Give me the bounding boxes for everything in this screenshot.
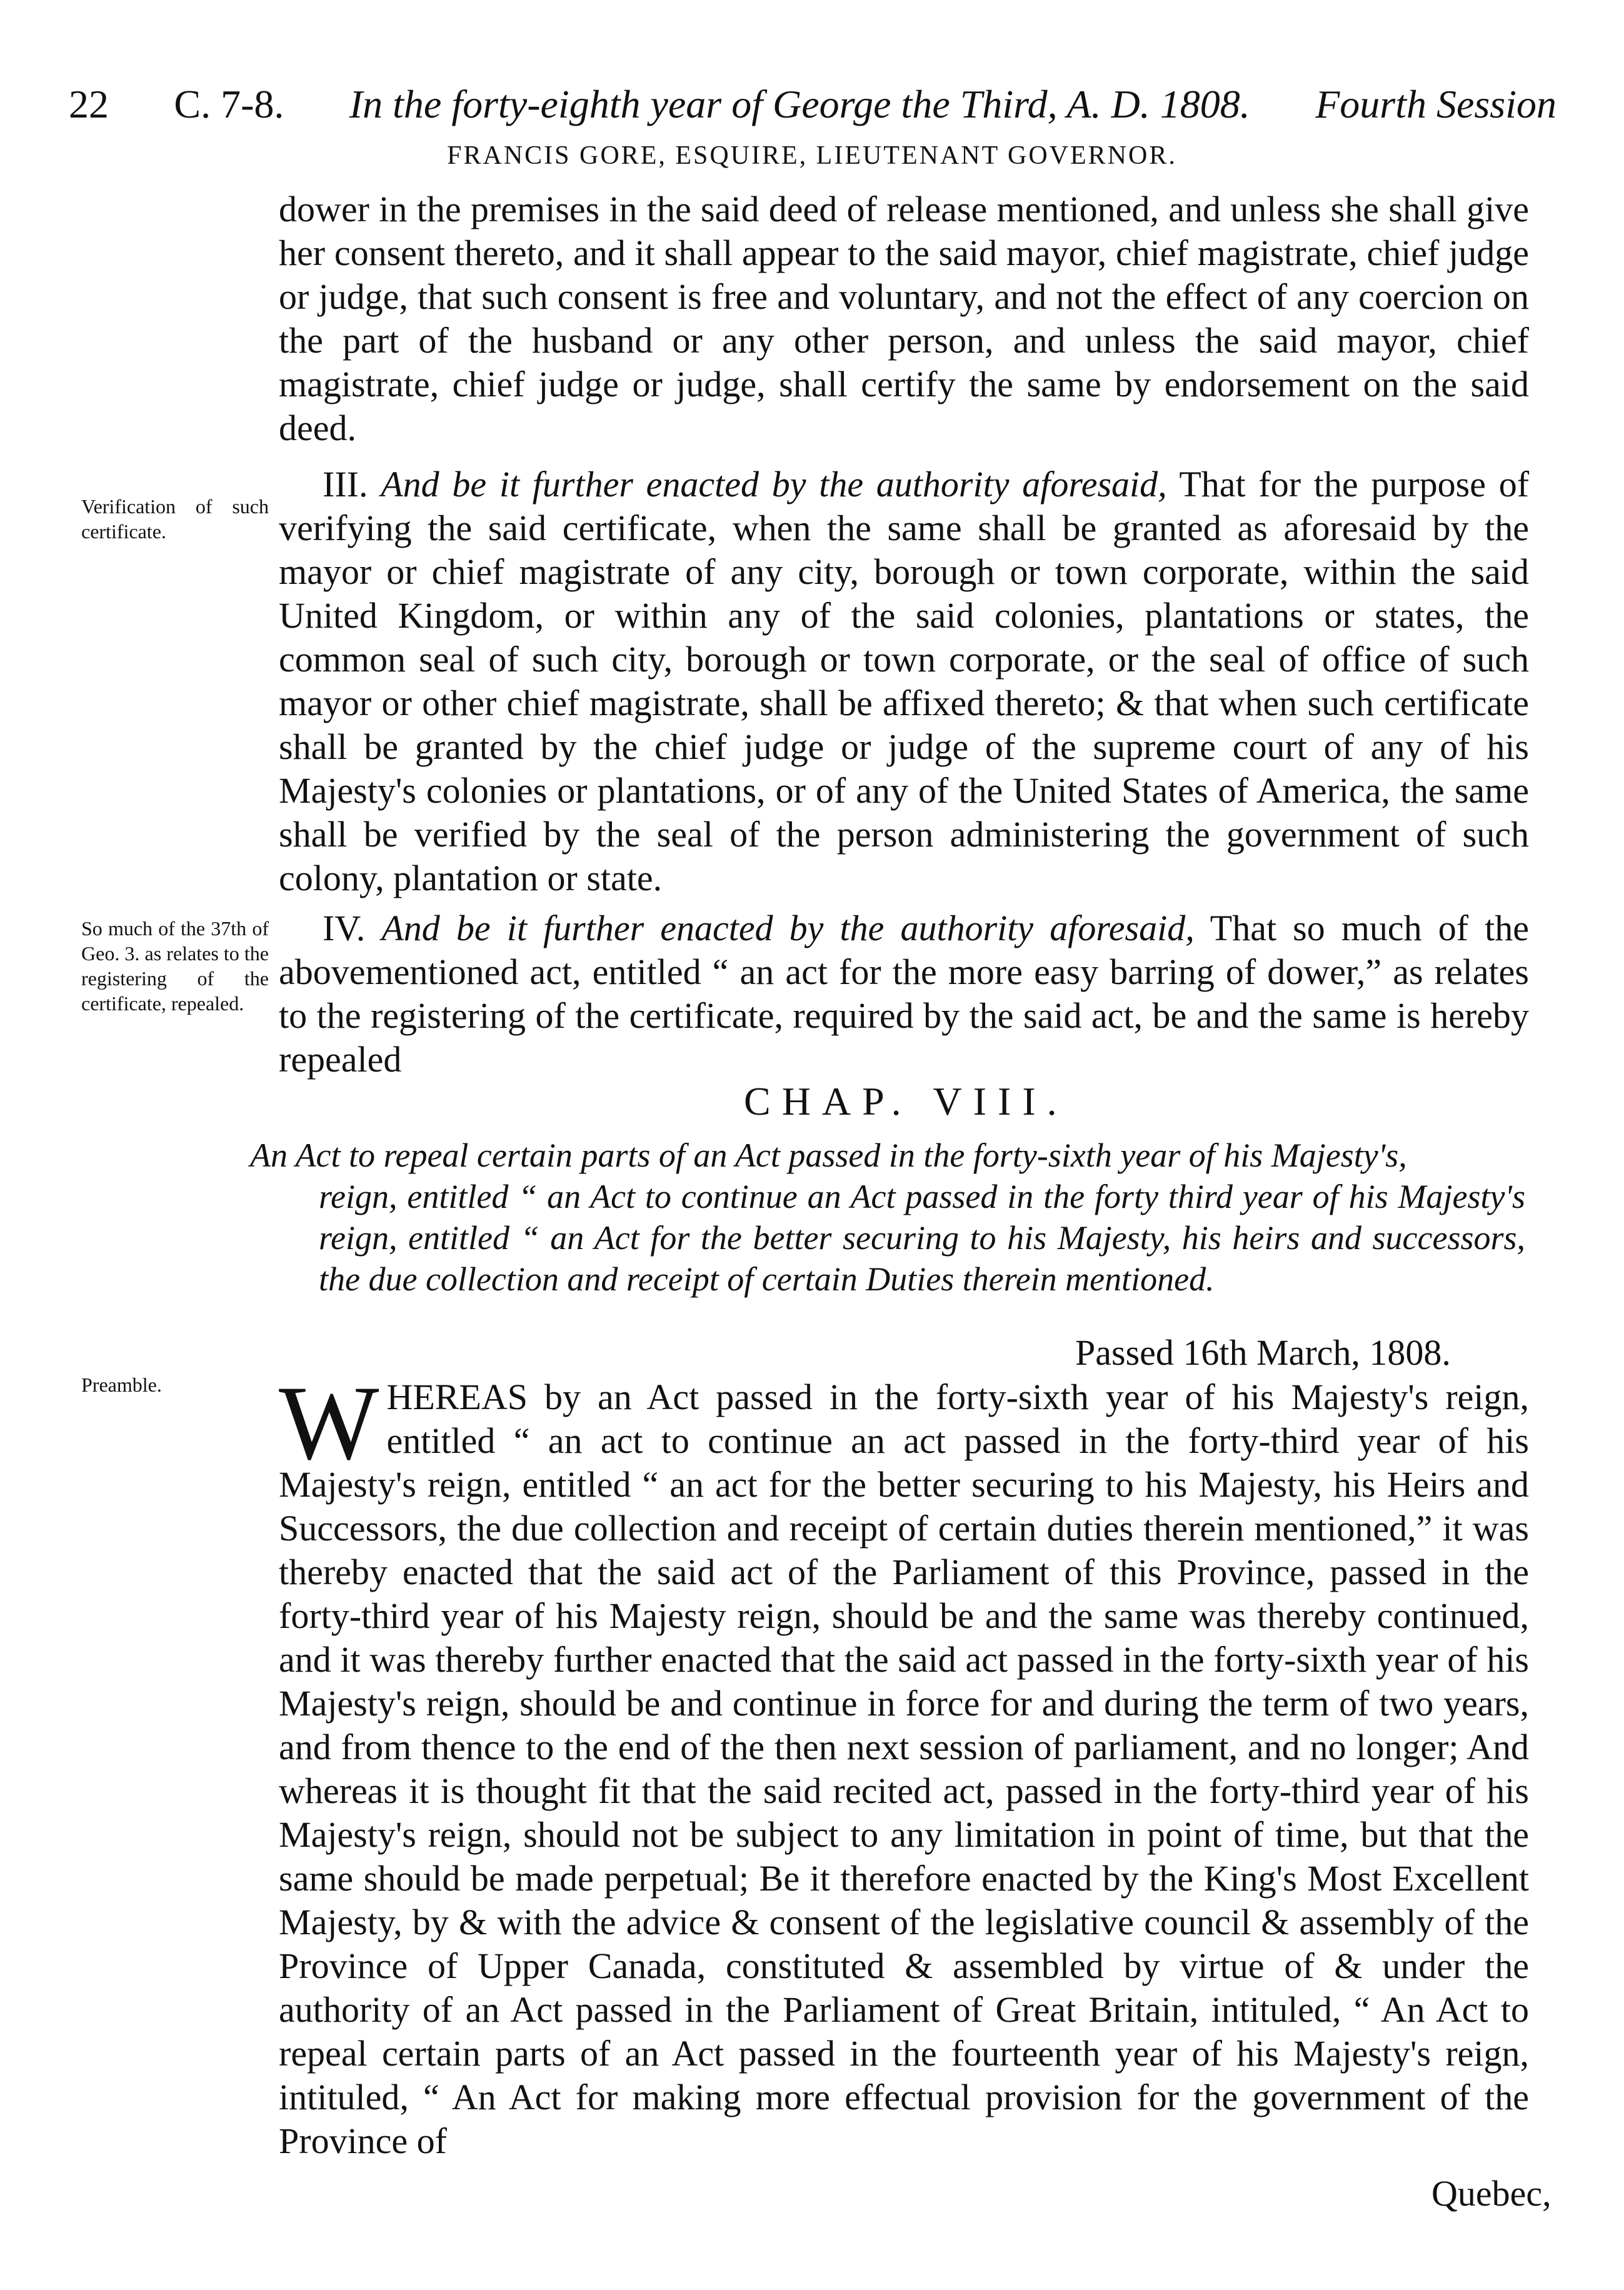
catchword: Quebec, bbox=[1431, 2173, 1551, 2214]
drop-capital: W bbox=[279, 1364, 379, 1482]
section-iii-paragraph bbox=[279, 463, 1529, 900]
sidenote-repealed: So much of the 37th of Geo. 3. as relates to the registering of the certificate, repealed. bbox=[81, 917, 269, 1015]
sidenote-preamble: Preamble. bbox=[81, 1373, 162, 1396]
regnal-year: In the forty-eighth year of George the Third, A. D. 1808. bbox=[349, 82, 1250, 126]
passed-date: Passed 16th March, 1808. bbox=[1075, 1332, 1451, 1373]
preamble-text: HEREAS by an Act passed in the forty-sixth year of his Majesty's reign, entitled “ an act to continue an act passed in the forty-third year of his Majesty's reign, entitled “ an act for the better securing to his Majesty, his Heirs and Successors, the due collection and receipt of certain duties therein mentioned,” it was thereby enacted that the said act of the Parliament of this Province, passed in the forty-third year of his Majesty reign, should be and the same was thereby continued, and it was thereby further enacted that the said act passed in the forty-sixth year of his Majesty's reign, should be and continue in force for and during the term of two years, and from thence to the end of the then next session of parliament, and no longer; And whereas it is thought fit that the said recited act, passed in the forty-third year of his Majesty's reign, should not be subject to any limitation in point of time, but that the same should be made perpetual; Be it therefore enacted by the King's Most Excellent Majesty, by & with the advice & consent of the legislative council & assembly of the Province of Upper Canada, constituted & assembled by virtue of & under the authority of an Act passed in the Parliament of Great Britain, intituled, “ An Act to repeal certain parts of an Act passed in the fourteenth year of his Majesty's reign, intituled, “ An Act for making more effectual provision for the government of the Province of bbox=[279, 1377, 1529, 2161]
section-iii bbox=[279, 463, 1529, 900]
chapter-title bbox=[250, 1135, 1525, 1300]
section-iii-text: That for the purpose of verifying the said certificate, when the same shall be granted as aforesaid by the mayor or chief magistrate of any city, borough or town corporate, within the said United Kingdom, or within any of the said colonies, plantations or states, the common seal of such city, borough or town corporate, or the seal of office of such mayor or other chief magistrate, shall be affixed thereto; & that when such certificate shall be granted by the chief judge or judge of the supreme court of any of his Majesty's colonies or plantations, or of any of the United States of America, the same shall be verified by the seal of the person administering the government of such colony, plantation or state. bbox=[279, 464, 1530, 898]
preamble-section bbox=[279, 1364, 1529, 2163]
sidenote-verification: Verification of such certificate. bbox=[81, 495, 269, 543]
section-iv-paragraph bbox=[279, 906, 1529, 1082]
section-iii-number: III. bbox=[323, 464, 368, 505]
section-iv-enacting-clause: And be it further enacted by the authority aforesaid, bbox=[381, 908, 1195, 948]
section-iv-text: That so much of the abovementioned act, entitled “ an act for the more easy barring of dower,” as relates to the registering of the certificate, required by the said act, be and the same is hereby repealed bbox=[279, 908, 1530, 1080]
continuation-paragraph bbox=[279, 188, 1529, 450]
chapter-title-rest: reign, entitled “ an Act to continue an Act passed in the forty third year of his Majesty's reign, entitled “ an Act for the better securing to his Majesty, his heirs and successors, the due collection and receipt of certain Duties therein mentioned. bbox=[319, 1178, 1525, 1298]
preamble-paragraph bbox=[279, 1364, 1529, 2163]
chapter-title-first-line: An Act to repeal certain parts of an Act passed in the forty-sixth year of his Majesty's, bbox=[250, 1137, 1407, 1174]
section-iv bbox=[279, 906, 1529, 1082]
section-iii-enacting-clause: And be it further enacted by the authority aforesaid, bbox=[381, 464, 1167, 505]
page-number: 22 bbox=[69, 82, 109, 126]
continuation-text: dower in the premises in the said deed of release mentioned, and unless she shall give her consent thereto, and it shall appear to the said mayor, chief magistrate, chief judge or judge, that such consent is free and voluntary, and not the effect of any coercion on the part of the husband or any other person, and unless the said mayor, chief magistrate, chief judge or judge, shall certify the same by endorsement on the said deed. bbox=[279, 189, 1529, 448]
chapter-heading: CHAP. VIII. bbox=[744, 1079, 1068, 1123]
session-label: Fourth Session bbox=[1315, 82, 1556, 126]
running-head bbox=[69, 81, 1556, 128]
section-iv-number: IV. bbox=[323, 908, 366, 948]
chapter-range: C. 7-8. bbox=[174, 82, 284, 126]
governor-subheading: FRANCIS GORE, ESQUIRE, LIEUTENANT GOVERNOR. bbox=[447, 141, 1177, 170]
